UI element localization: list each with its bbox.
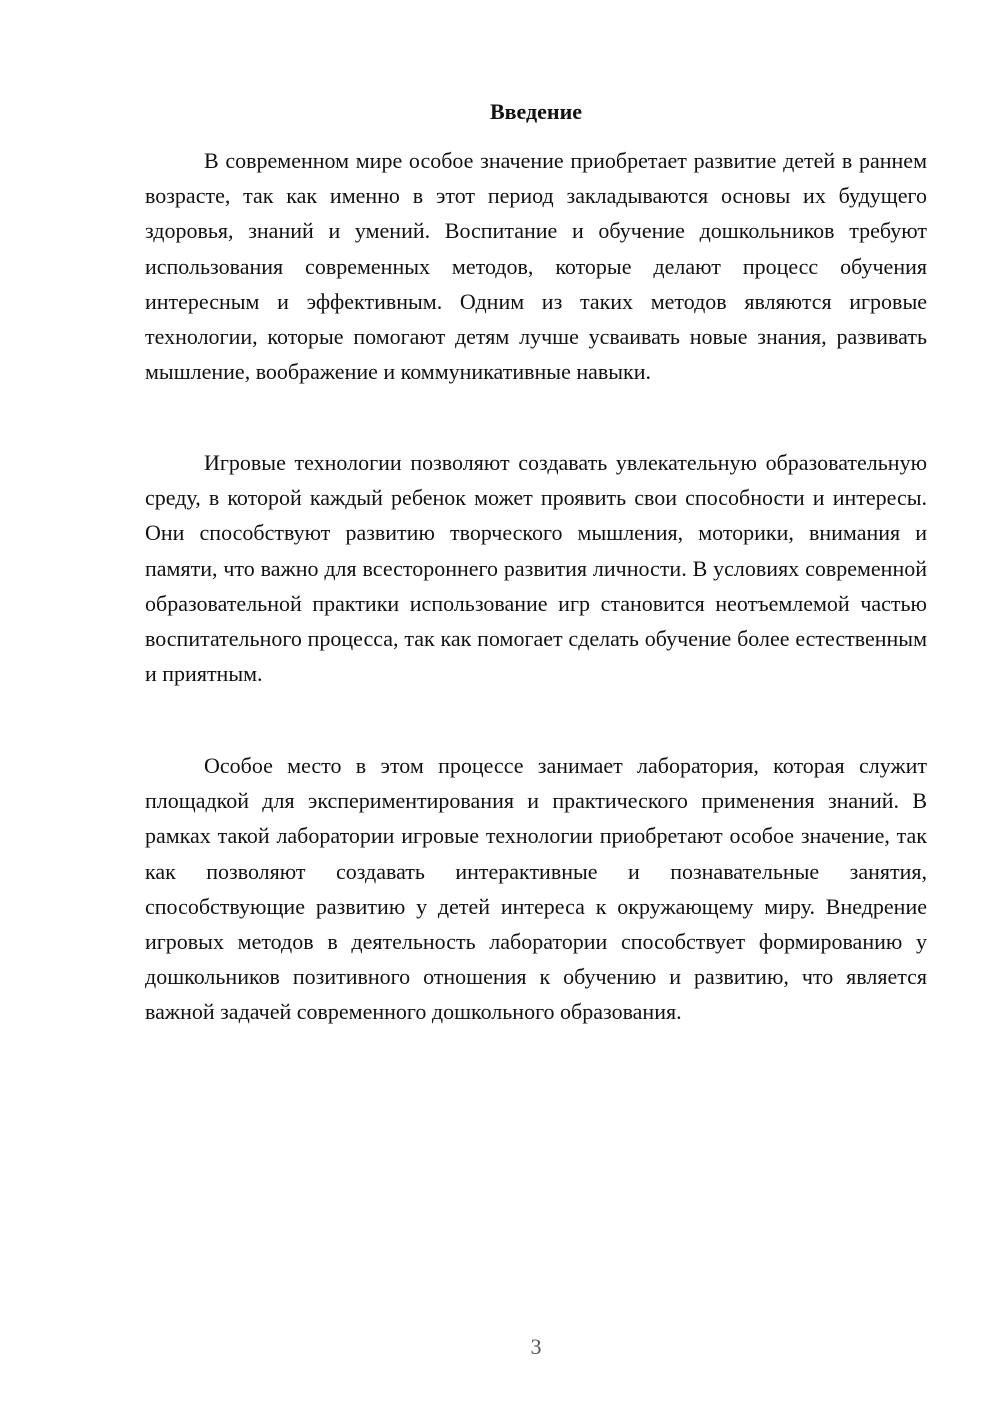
page-number: 3 [530,1334,542,1359]
paragraph-1: В современном мире особое значение приобретает развитие детей в раннем возрасте, так как именно в этот период закладываются основы их будущего здоровья, знаний и умений. Воспитание и обучение дошкольников требуют использования современных методов, которые делают процесс обучения интересным и эффективным. Одним из таких методов являются игровые технологии, которые помогают детям лучше усваивать новые знания, развивать мышление, воображение и коммуникативные навыки. [145,148,927,385]
page-title: Введение [489,99,583,124]
paragraph-2: Игровые технологии позволяют создавать увлекательную образовательную среду, в которой каждый ребенок может проявить свои способности и интересы. Они способствуют развитию творческого мышления, моторики, внимания и памяти, что важно для всестороннего развития личности. В условиях современной образовательной практики использование игр становится неотъемлемой частью воспитательного процесса, так как помогает сделать обучение более естественным и приятным. [145,450,927,687]
paragraph-3: Особое место в этом процессе занимает лаборатория, которая служит площадкой для экспериментирования и практического применения знаний. В рамках такой лаборатории игровые технологии приобретают особое значение, так как позволяют создавать интерактивные и познавательные занятия, способствующие развитию у детей интереса к окружающему миру. Внедрение игровых методов в деятельность лаборатории способствует формированию у дошкольников позитивного отношения к обучению и развитию, что является важной задачей современного дошкольного образования. [145,753,927,1025]
